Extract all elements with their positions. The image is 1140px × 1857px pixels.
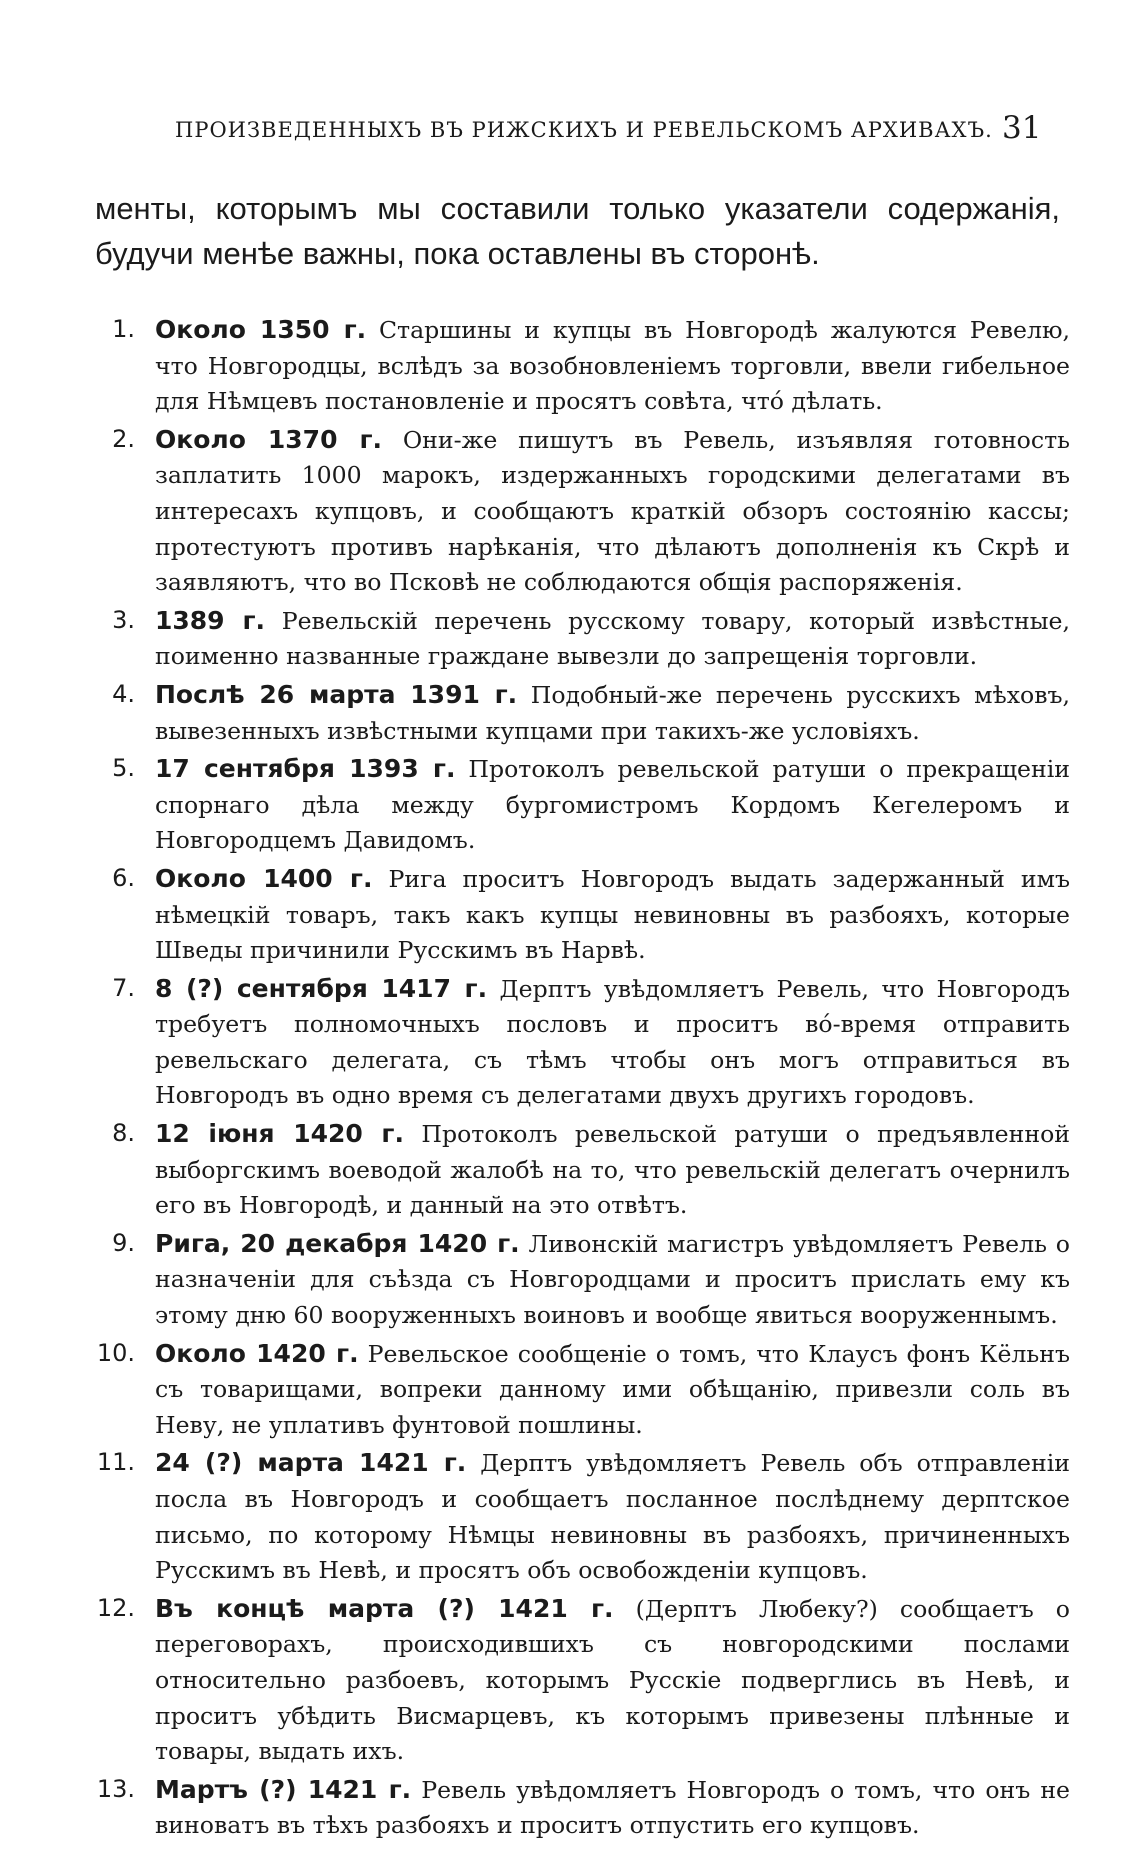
list-item [70,751,1070,859]
entry-date: 24 (?) марта 1421 г. [155,1448,467,1478]
entry-number: 4. [112,679,135,708]
entry-text: Ливонскій магистръ увѣдомляетъ Ревель о назначеніи для съѣзда съ Новгородцами и проситъ прислать ему къ этому дню 60 вооруженныхъ воиновъ и вообще явиться вооруженнымъ. [155,1229,1071,1330]
entry-number: 1. [112,315,135,343]
document-list [70,312,1070,1846]
list-item [70,1336,1070,1444]
entry-text: Они-же пишутъ въ Ревель, изъявляя готовность заплатить 1000 марокъ, издержанныхъ городскими делегатами въ интересахъ купцовъ, и сообщаютъ краткій обзоръ состоянію кассы; протестуютъ противъ нарѣканія, что дѣлаютъ дополненія къ Скрѣ и заявляютъ, что во Псковѣ не соблюдаются общія распоряженія. [155,425,1070,597]
entry-date: Около 1400 г. [155,863,373,893]
entry-text: Подобный-же перечень русскихъ мѣховъ, вывезенныхъ извѣстными купцами при такихъ-же условіяхъ. [155,680,1070,745]
entry-date: Рига, 20 декабря 1420 г. [155,1228,520,1258]
entry-date: Мартъ (?) 1421 г. [155,1774,412,1804]
list-item [70,1226,1070,1334]
entry-number: 8. [112,1119,135,1148]
list-item [70,677,1070,749]
entry-text: Ревельскій перечень русскому товару, который извѣстные, поименно названные граждане вывезли до запрещенія торговли. [155,606,1071,671]
entry-text: (Дерптъ Любеку?) сообщаетъ о переговорахъ, происходившихъ съ новгородскими послами относительно разбоевъ, которымъ Русскіе подверглись въ Невѣ, и проситъ убѣдить Висмарцевъ, къ которымъ привезены плѣнные и товары, выдать ихъ. [155,1594,1070,1766]
list-item [70,861,1070,969]
entry-number: 11. [96,1448,135,1477]
entry-date: 1389 г. [155,605,266,635]
intro-paragraph: менты, которымъ мы составили только указатели содержанія, будучи менѣе важны, пока оставлены въ сторонѣ. [95,191,1060,271]
entry-text: Дерптъ увѣдомляетъ Ревель, что Новгородъ требуетъ полномочныхъ пословъ и проситъ во́-время отправить ревельскаго делегата, съ тѣмъ чтобы онъ могъ отправиться въ Новгородъ въ одно время съ делегатами двухъ другихъ городовъ. [155,974,1071,1110]
list-item [70,312,1070,420]
entry-number: 9. [112,1228,135,1257]
entry-text: Ревельское сообщеніе о томъ, что Клаусъ фонъ Кёльнъ съ товарищами, вопреки данному ими обѣщанію, привезли соль въ Неву, не уплативъ фунтовой пошлины. [155,1339,1070,1439]
list-item [70,1591,1070,1770]
entry-number: 3. [112,605,135,634]
list-item [70,603,1070,675]
entry-number: 5. [112,754,135,783]
list-item [70,1116,1070,1224]
entry-text: Протоколъ ревельской ратуши о предъявленной выборгскимъ воеводой жалобѣ на то, что ревельскій делегатъ очернилъ его въ Новгородѣ, и данный на это отвѣтъ. [155,1120,1071,1220]
entry-text: Старшины и купцы въ Новгородѣ жалуются Ревелю, что Новгородцы, вслѣдъ за возобновленіемъ торговли, ввели гибельное для Нѣмцевъ постановленіе и просятъ совѣта, что́ дѣлать. [155,316,1071,416]
list-item [70,422,1070,601]
entry-date: 12 іюня 1420 г. [155,1119,404,1149]
entry-number: 7. [112,973,135,1002]
entry-number: 10. [96,1338,135,1367]
entry-date: Около 1350 г. [155,315,367,344]
entry-date: Послѣ 26 марта 1391 г. [155,679,518,709]
entry-date: Около 1370 г. [155,424,383,454]
entry-text: Протоколъ ревельской ратуши о прекращеніи спорнаго дѣла между бургомистромъ Кордомъ Кегелеромъ и Новгородцемъ Давидомъ. [155,755,1070,855]
entry-text: Дерптъ увѣдомляетъ Ревель объ отправленіи посла въ Новгородъ и сообщаетъ посланное послѣднему дерптское письмо, по которому Нѣмцы невиновны въ разбояхъ, причиненныхъ Русскимъ въ Невѣ, и просятъ объ освобожденіи купцовъ. [155,1449,1070,1585]
list-item [70,971,1070,1114]
running-head: ПРОИЗВЕДЕННЫХЪ ВЪ РИЖСКИХЪ И РЕВЕЛЬСКОМЪ АРХИВАХЪ. [175,118,993,142]
entry-date: Въ концѣ марта (?) 1421 г. [155,1593,614,1623]
entry-date: Около 1420 г. [155,1338,359,1368]
entry-text: Рига проситъ Новгородъ выдать задержанный имъ нѣмецкій товаръ, такъ какъ купцы невиновны въ разбояхъ, которые Шведы причинили Русскимъ въ Нарвѣ. [155,864,1070,965]
entry-number: 6. [112,863,135,892]
entry-number: 2. [112,424,135,453]
entry-text: Ревель увѣдомляетъ Новгородъ о томъ, что онъ не виноватъ въ тѣхъ разбояхъ и проситъ отпустить его купцовъ. [155,1775,1071,1840]
entry-number: 13. [96,1774,135,1803]
entry-number: 12. [96,1593,135,1622]
list-item [70,1445,1070,1588]
page-number: 31 [1002,110,1042,146]
list-item [70,1772,1070,1844]
entry-date: 17 сентября 1393 г. [155,754,456,784]
entry-date: 8 (?) сентября 1417 г. [155,973,488,1003]
